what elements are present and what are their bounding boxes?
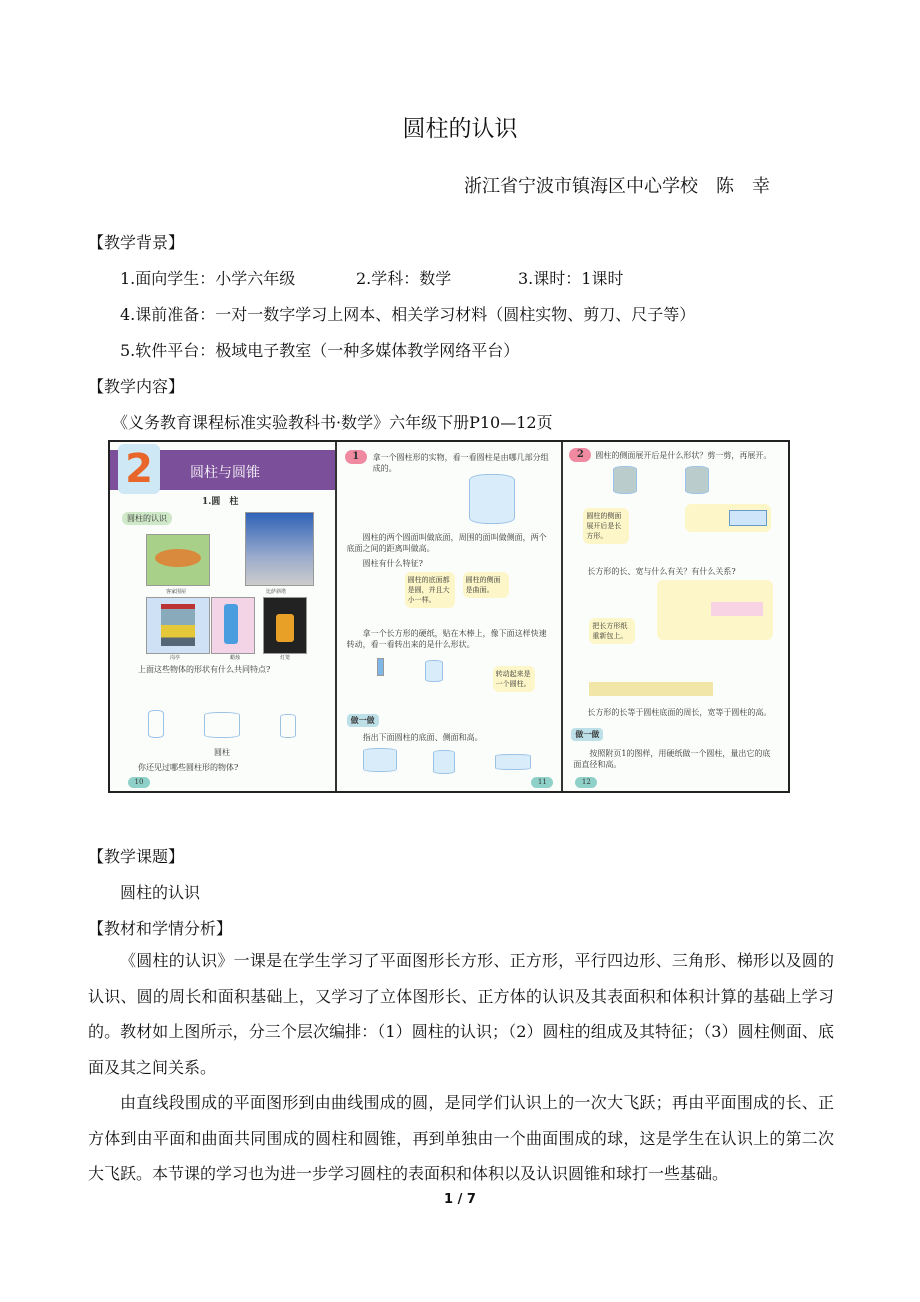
textbook-page-12 (563, 442, 788, 791)
caption: 比萨斜塔 (266, 589, 287, 595)
caption: 客家围屋 (166, 589, 187, 595)
unit-title: 圆柱与圆锥 (190, 465, 260, 481)
speech-bubble: 转动起来是一个圆柱。 (493, 666, 535, 692)
analysis-paragraph-1: 《圆柱的认识》一课是在学生学习了平面图形长方形、正方形，平行四边形、三角形、梯形以及圆的认识、圆的周长和面积基础上，又学习了立体图形长、正方体的认识及其表面积和体积计算的基础上学习的。教材如上图所示，分三个层次编排：（1）圆柱的认识；（2）圆柱的组成及其特征；（3）圆柱侧面、底面及其之间关系。 (88, 951, 834, 1077)
step-badge: 1 (345, 450, 367, 464)
question2: 你还见过哪些圆柱形的物体? (138, 763, 239, 772)
unroll-diagram (685, 504, 771, 532)
paper-flag (377, 658, 384, 676)
page-number: 11 (531, 777, 553, 788)
cylinder-outline (204, 712, 240, 738)
textbook-page-11 (337, 442, 564, 791)
intro: 圆柱的侧面展开后是什么形状？剪一剪，再展开。 (595, 451, 772, 460)
speech-bubble: 圆柱的侧面是曲面。 (463, 572, 509, 598)
question: 长方形的长、宽与什么有关？有什么关系? (587, 567, 736, 576)
question: 上面这些物体的形状有什么共同特点? (138, 665, 271, 674)
analysis-paragraph-2: 由直线段围成的平面图形到由曲线围成的圆，是同学们认识上的一次大飞跃；再由平面围成的长、正方体到由平面和曲面共同围成的圆柱和圆锥，再到单独由一个曲面围成的球，这是学生在认识上的第二次大飞跃。本节课的学习也为进一步学习圆柱的表面积和体积以及认识圆锥和球打一些基础。 (88, 1093, 834, 1184)
page-number: 12 (575, 777, 597, 788)
textbook-page-10 (110, 442, 337, 791)
topic-tag: 圆柱的认识 (122, 512, 172, 525)
cylinder-diagram (469, 474, 515, 524)
caption: 灯笼 (280, 655, 291, 661)
photo-pisa (245, 512, 314, 586)
spinning-cylinder (425, 660, 443, 682)
caption: 岗亭 (170, 655, 181, 661)
can (613, 466, 637, 494)
cylinder-outline (148, 710, 164, 738)
document-title: 圆柱的认识 (402, 116, 518, 142)
heading-topic: 【教学课题】 (88, 847, 185, 866)
intro: 拿一个圆柱形的实物，看一看圆柱是由哪几部分组成的。 (372, 453, 549, 473)
cylinder (495, 754, 531, 770)
textbook-figure (108, 440, 790, 793)
bg-item-3: 3.课时：1课时 (518, 269, 624, 288)
photo-lantern (263, 597, 307, 654)
net-diagram (657, 580, 773, 640)
exercise-tag: 做一做 (571, 728, 603, 741)
bg-item-5: 5.软件平台：极域电子教室（一种多媒体教学网络平台） (120, 341, 520, 360)
definition: 圆柱的两个圆面叫做底面，周围的面叫做侧面，两个底面之间的距离叫做高。 (346, 533, 547, 553)
cylinder-outline (280, 714, 296, 738)
table-illustration (589, 682, 713, 696)
heading-content: 【教学内容】 (88, 377, 185, 396)
photo-tulou (146, 534, 210, 586)
speech-bubble: 圆柱的底面都是圆，并且大小一样。 (405, 572, 455, 608)
author-line: 浙江省宁波市镇海区中心学校 陈 幸 (464, 176, 770, 197)
content-text: 《义务教育课程标准实验教科书·数学》六年级下册P10—12页 (112, 413, 553, 432)
exercise-text: 指出下面圆柱的底面、侧面和高。 (362, 733, 483, 742)
photo-candles (211, 597, 255, 654)
caption: 蜡烛 (230, 655, 241, 661)
exercise-tag: 做一做 (347, 714, 379, 727)
exercise-text: 按照附页1的图样，用硬纸做一个圆柱，量出它的底面直径和高。 (573, 749, 771, 769)
heading-background: 【教学背景】 (88, 233, 185, 252)
speech-bubble: 把长方形纸重新包上。 (589, 618, 635, 644)
speech-bubble: 圆柱的侧面展开后是长方形。 (583, 508, 629, 544)
page-number: 10 (128, 777, 150, 788)
question: 圆柱有什么特征? (362, 559, 423, 568)
cylinder (433, 750, 455, 774)
cylinder-label: 圆柱 (214, 748, 230, 757)
bg-item-1: 1.面向学生：小学六年级 (120, 269, 296, 288)
task: 拿一个长方形的硬纸，贴在木棒上，像下面这样快速转动，看一看转出来的是什么形状。 (346, 629, 547, 649)
page-footer: 1 / 7 (444, 1192, 476, 1207)
photo-booth (146, 597, 210, 654)
conclusion: 长方形的长等于圆柱底面的周长，宽等于圆柱的高。 (587, 708, 772, 717)
topic-text: 圆柱的认识 (120, 883, 201, 902)
bg-item-4: 4.课前准备：一对一数字学习上网本、相关学习材料（圆柱实物、剪刀、尺子等） (120, 305, 696, 324)
cylinder (363, 748, 397, 772)
bg-item-2: 2.学科：数学 (356, 269, 452, 288)
unit-number: 2 (118, 444, 160, 494)
step-badge: 2 (569, 448, 591, 462)
can-cut (685, 466, 709, 494)
heading-analysis: 【教材和学情分析】 (88, 919, 233, 938)
section-title: 1.圆 柱 (202, 497, 239, 507)
